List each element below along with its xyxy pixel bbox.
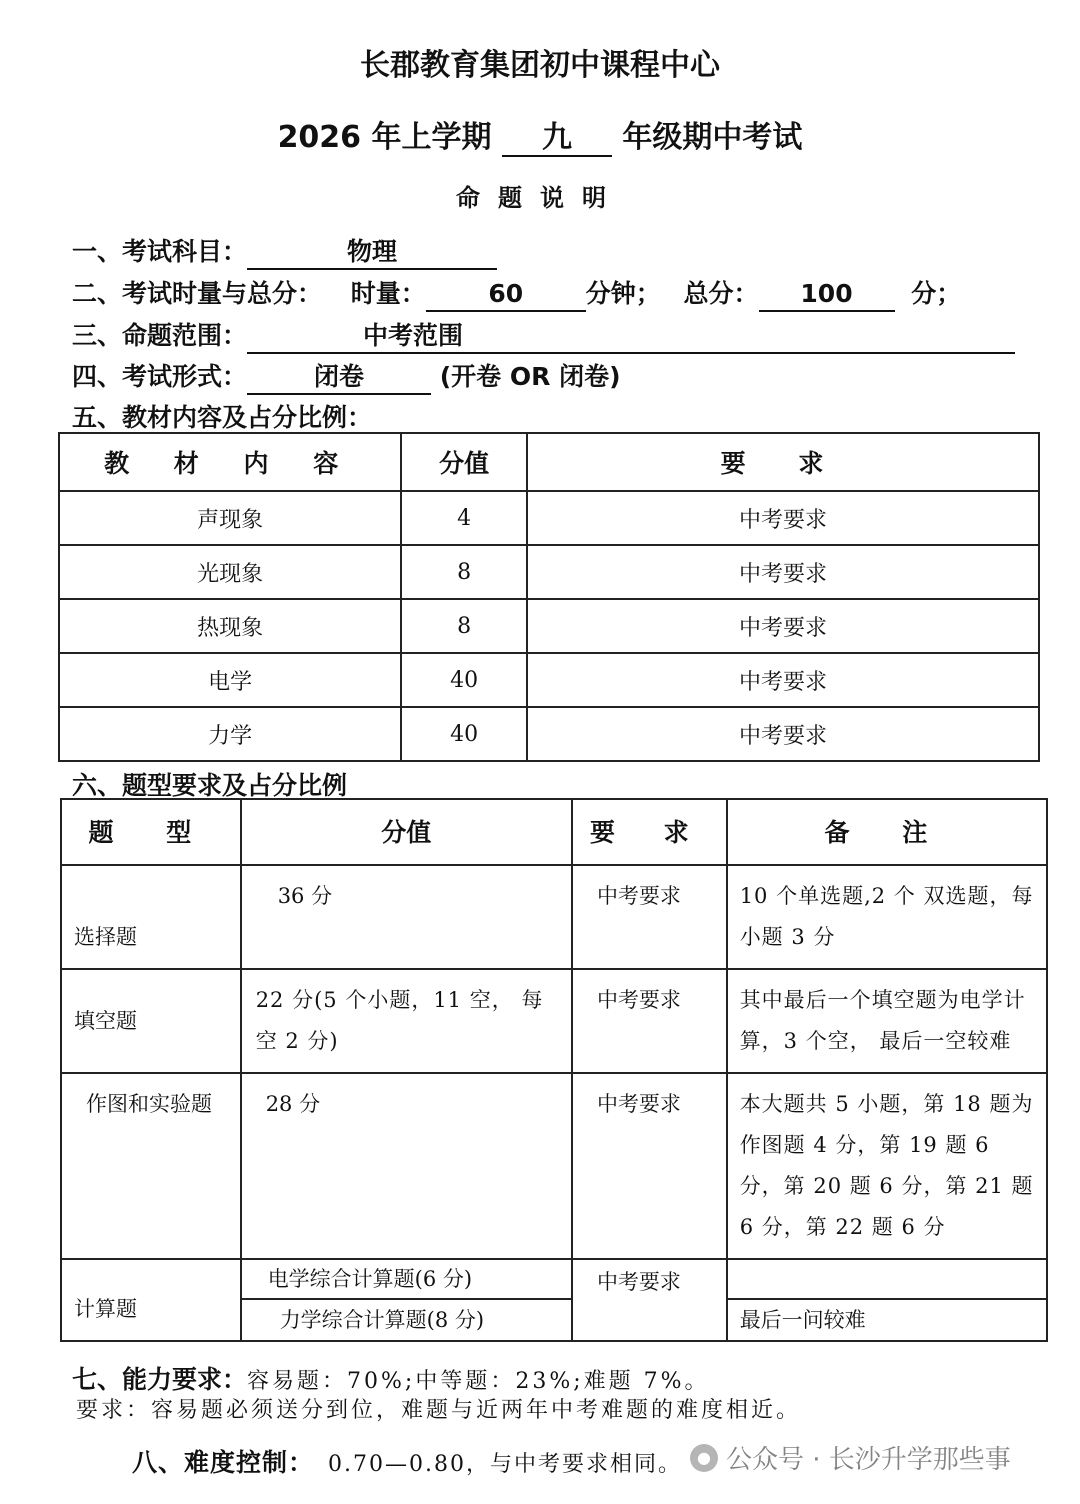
term-suffix: 年级期中考试 [622,120,803,155]
type-fill: 填空题 [61,969,241,1073]
note-fill: 其中最后一个填空题为电学计算，3 个空， 最后一空较难 [727,969,1047,1073]
req-choice: 中考要求 [572,865,727,969]
total-unit: 分； [911,279,962,308]
ability-label: 七、能力要求： [72,1365,248,1394]
note-calc: 最后一问较难 [727,1299,1047,1341]
difficulty-label: 八、难度控制： [132,1448,315,1477]
subject-line [72,232,497,270]
table-row [59,653,1039,707]
req-experiment: 中考要求 [572,1073,727,1259]
row-requirement: 中考要求 [527,491,1039,545]
subject-label: 一、考试科目： [72,237,248,266]
duration-label: 时量： [350,279,426,308]
doc-title: 命题说明 [456,184,624,212]
row-score: 8 [401,545,527,599]
table-row [59,491,1039,545]
format-value: 闭卷 [247,361,431,395]
row-content: 热现象 [59,599,401,653]
duration-unit: 分钟； [585,279,661,308]
type-choice: 选择题 [61,865,241,969]
score-calc-mechanics: 力学综合计算题(8 分) [241,1299,572,1341]
scope-line [72,316,1015,354]
score-fill: 22 分(5 个小题，11 空， 每空 2 分) [241,969,572,1073]
row-requirement: 中考要求 [527,707,1039,761]
content-table [58,432,1040,762]
table-row [61,1073,1047,1259]
header-requirement: 要 求 [527,433,1039,491]
table-row [59,545,1039,599]
requirement-line: 要求：容易题必须送分到位，难题与近两年中考难题的难度相近。 [76,1398,802,1423]
scope-label: 三、命题范围： [72,321,248,350]
ability-line [72,1360,710,1396]
scope-value: 中考范围 [247,320,1015,354]
subject-value: 物理 [247,236,497,270]
difficulty-line [132,1443,682,1479]
watermark [690,1439,1011,1476]
header-note: 备 注 [727,799,1047,865]
type-table-header [61,799,1047,865]
duration-value: 60 [426,278,586,312]
type-calc: 计算题 [61,1259,241,1341]
header-requirement: 要 求 [572,799,727,865]
section6-title: 六、题型要求及占分比例 [72,771,348,800]
table-row [59,599,1039,653]
row-requirement: 中考要求 [527,545,1039,599]
total-label: 总分： [683,279,759,308]
time-line [72,274,961,312]
row-requirement: 中考要求 [527,653,1039,707]
header-content: 教 材 内 容 [59,433,401,491]
format-line [72,357,621,395]
question-type-table [60,798,1048,1342]
table-row [59,707,1039,761]
note-experiment: 本大题共 5 小题，第 18 题为作图题 4 分，第 19 题 6 分，第 20 题 6 分，第 21 题 6 分，第 22 题 6 分 [727,1073,1047,1259]
table-row [61,865,1047,969]
row-requirement: 中考要求 [527,599,1039,653]
req-calc: 中考要求 [572,1259,727,1341]
table-row [61,1259,1047,1299]
row-score: 40 [401,653,527,707]
note-choice: 10 个单选题,2 个 双选题，每小题 3 分 [727,865,1047,969]
table-row [61,969,1047,1073]
section5-title: 五、教材内容及占分比例： [72,403,373,432]
score-choice: 36 分 [241,865,572,969]
row-content: 声现象 [59,491,401,545]
header-type: 题 型 [61,799,241,865]
header-score: 分值 [401,433,527,491]
type-experiment: 作图和实验题 [61,1073,241,1259]
format-note: (开卷 OR 闭卷) [439,362,621,391]
org-title: 长郡教育集团初中课程中心 [360,48,720,83]
total-value: 100 [759,278,895,312]
header-score: 分值 [241,799,572,865]
row-score: 8 [401,599,527,653]
row-content: 光现象 [59,545,401,599]
difficulty-value: 0.70—0.80，与中考要求相同。 [328,1452,682,1477]
grade-value: 九 [502,121,612,157]
req-fill: 中考要求 [572,969,727,1073]
wechat-icon: ● [690,1444,718,1472]
note-calc-blank [727,1259,1047,1299]
exam-title [0,112,1080,157]
row-content: 电学 [59,653,401,707]
time-label: 二、考试时量与总分： [72,279,323,308]
content-table-header [59,433,1039,491]
row-score: 40 [401,707,527,761]
row-content: 力学 [59,707,401,761]
format-label: 四、考试形式： [72,362,248,391]
score-calc-electric: 电学综合计算题(6 分) [241,1259,572,1299]
score-experiment: 28 分 [241,1073,572,1259]
term-prefix: 2026 年上学期 [277,120,492,155]
ability-value: 容易题：70%;中等题：23%;难题 7%。 [247,1369,710,1394]
watermark-text: 公众号 · 长沙升学那些事 [726,1445,1011,1475]
row-score: 4 [401,491,527,545]
